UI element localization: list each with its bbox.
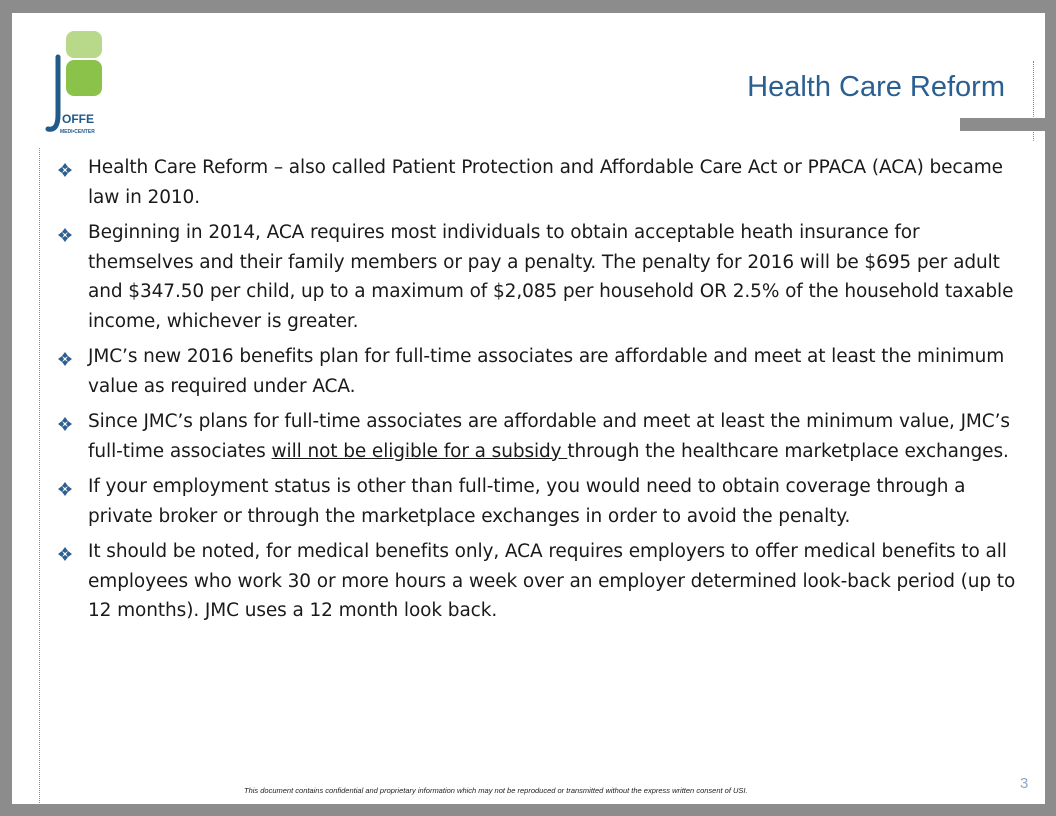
slide-title: Health Care Reform xyxy=(747,71,1005,103)
diamond-bullet-icon xyxy=(57,481,73,497)
diamond-bullet-icon xyxy=(57,162,73,178)
slide xyxy=(12,13,1045,804)
confidentiality-footer: This document contains confidential and proprietary information which may not be reproduced or transmitted without the express written consent of USI. xyxy=(244,786,748,795)
diamond-bullet-icon xyxy=(57,546,73,562)
bullet-text: Health Care Reform – also called Patient Protection and Affordable Care Act or PPACA (ACA) became law in 2010. xyxy=(88,157,1003,208)
bullet-item-2 xyxy=(52,218,1027,336)
bullet-text-underlined: will not be eligible for a subsidy xyxy=(271,440,568,462)
bullet-item-1 xyxy=(52,153,1027,212)
title-bar xyxy=(960,118,1045,131)
page-number: 3 xyxy=(1020,775,1029,792)
svg-text:MEDI•CENTER: MEDI•CENTER xyxy=(60,129,95,135)
left-dotted-rule xyxy=(39,148,40,803)
svg-text:OFFE: OFFE xyxy=(62,112,94,126)
bullet-text: It should be noted, for medical benefits only, ACA requires employers to offer medical benefits to all employees who work 30 or more hours a week over an employer determined look-back period (up to 12 months). JMC uses a 12 month look back. xyxy=(88,541,1016,621)
bullet-text-after: through the healthcare marketplace exchanges. xyxy=(567,440,1009,462)
bullet-item-6 xyxy=(52,537,1027,626)
bullet-item-5 xyxy=(52,472,1027,531)
bullet-text: If your employment status is other than full-time, you would need to obtain coverage through a private broker or through the marketplace exchanges in order to avoid the penalty. xyxy=(88,476,966,527)
bullet-item-4 xyxy=(52,407,1027,466)
bullet-text: JMC’s new 2016 benefits plan for full-time associates are affordable and meet at least the minimum value as required under ACA. xyxy=(88,346,1005,397)
bullet-item-3 xyxy=(52,342,1027,401)
bullet-list xyxy=(52,153,1027,632)
diamond-bullet-icon xyxy=(57,416,73,432)
bullet-text-before: Since JMC’s plans for full-time associates are affordable and meet at least the minimum value, JMC’s full-time associates xyxy=(88,411,1010,462)
bullet-text: Beginning in 2014, ACA requires most individuals to obtain acceptable heath insurance for themselves and their family members or pay a penalty. The penalty for 2016 will be $695 per adult and $347.50 per child, up to a maximum of $2,085 per household OR 2.5% of the household taxable income, whichever is greater. xyxy=(88,222,1014,332)
diamond-bullet-icon xyxy=(57,351,73,367)
diamond-bullet-icon xyxy=(57,227,73,243)
joffe-logo xyxy=(42,31,106,137)
